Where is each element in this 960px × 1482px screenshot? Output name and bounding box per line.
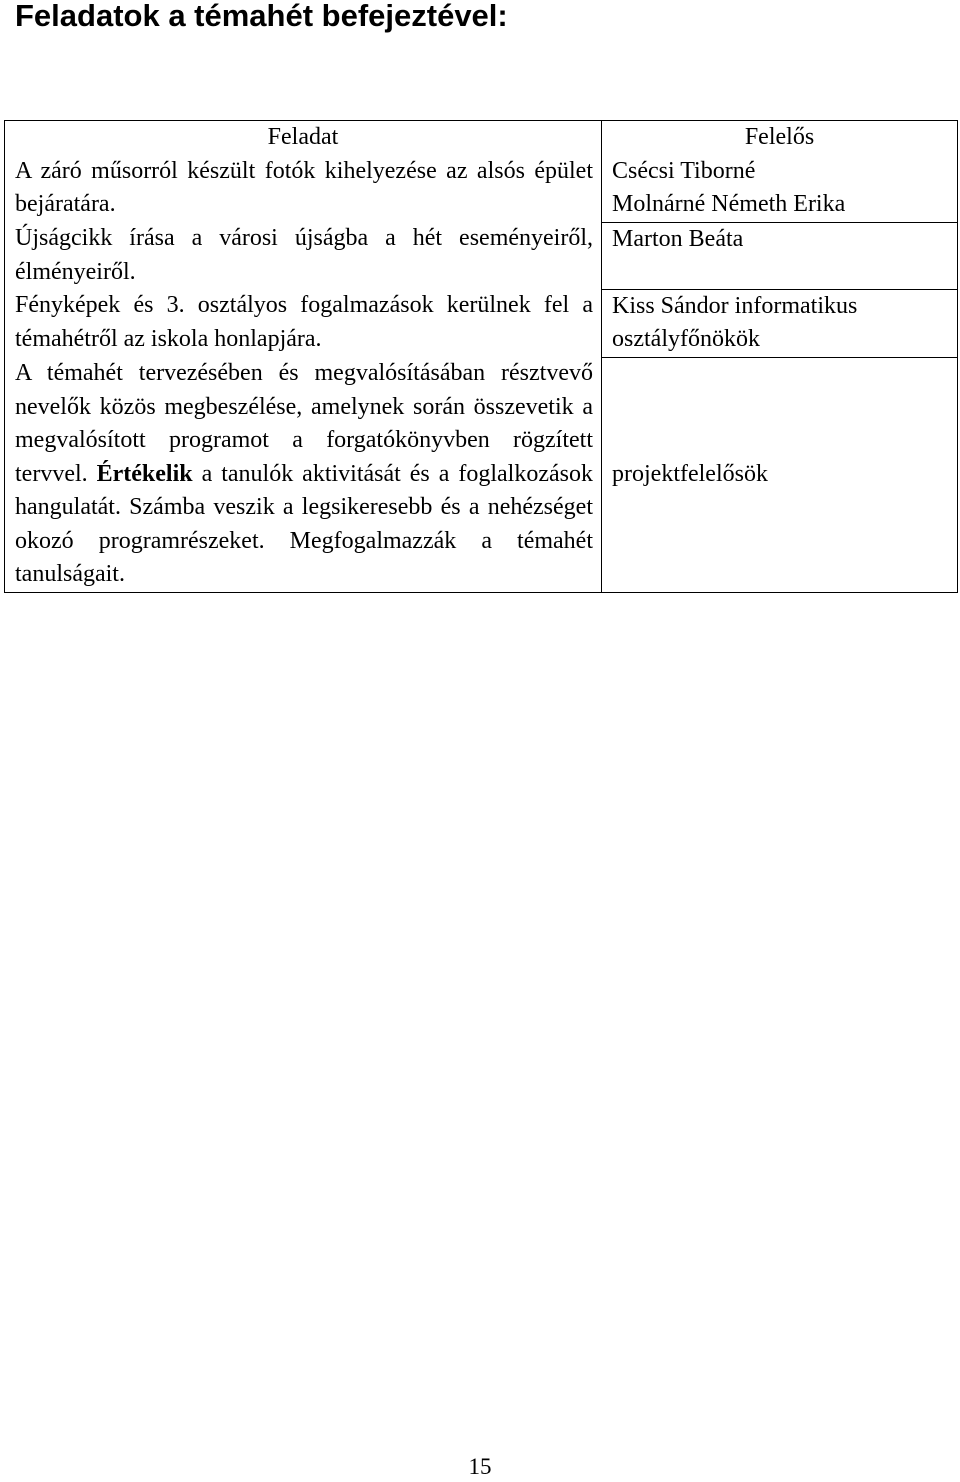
tasks-table: [4, 120, 958, 593]
task-text: Fényképek és 3. osztályos fogalmazások kerülnek fel a témahétről az iskola honlapjára.: [15, 292, 593, 352]
responsible-name: Marton Beáta: [612, 225, 744, 252]
task-text-bold: Értékelik: [96, 460, 193, 487]
table-row: [5, 155, 958, 223]
responsible-cell: [602, 289, 958, 357]
table-row: [5, 222, 958, 289]
task-cell: [5, 289, 602, 357]
page-number: 15: [468, 1454, 492, 1479]
task-text-part: a tanulók aktivitását és a foglalkozások hangulatát. Számba veszik a legsikeresebb és a nehézséget okozó programrészeket. Megfogalmazzák a témahét tanulságait.: [15, 460, 593, 587]
responsible-cell: [602, 222, 958, 289]
responsible-cell: [602, 357, 958, 592]
responsible-name: Csécsi Tiborné: [612, 157, 756, 184]
task-text: [5, 357, 601, 592]
table-header-row: [5, 121, 958, 155]
table-row: [5, 357, 958, 592]
task-cell: [5, 222, 602, 289]
task-text: Újságcikk írása a városi újságba a hét eseményeiről, élményeiről.: [15, 225, 593, 285]
responsible-cell: [602, 155, 958, 223]
responsible-name: Molnárné Németh Erika: [612, 191, 846, 217]
task-cell: [5, 357, 602, 592]
task-text-part: A témahét tervezésében és megvalósításában résztvevő nevelők közös megbeszélése, amelynek során összevetik a megvalósított programot a forgatókönyvben rögzített tervvel.: [15, 360, 593, 487]
header-task: Feladat: [5, 121, 602, 155]
responsible-name: projektfelelősök: [612, 460, 768, 487]
responsible-name: osztályfőnökök: [612, 326, 760, 352]
page-title: Feladatok a témahét befejeztével:: [15, 0, 508, 33]
responsible-name: Kiss Sándor informatikus: [612, 292, 858, 319]
header-responsible: Felelős: [602, 121, 958, 155]
task-cell: [5, 155, 602, 223]
task-text: A záró műsorról készült fotók kihelyezése az alsós épület bejáratára.: [15, 157, 593, 217]
table-row: [5, 289, 958, 357]
